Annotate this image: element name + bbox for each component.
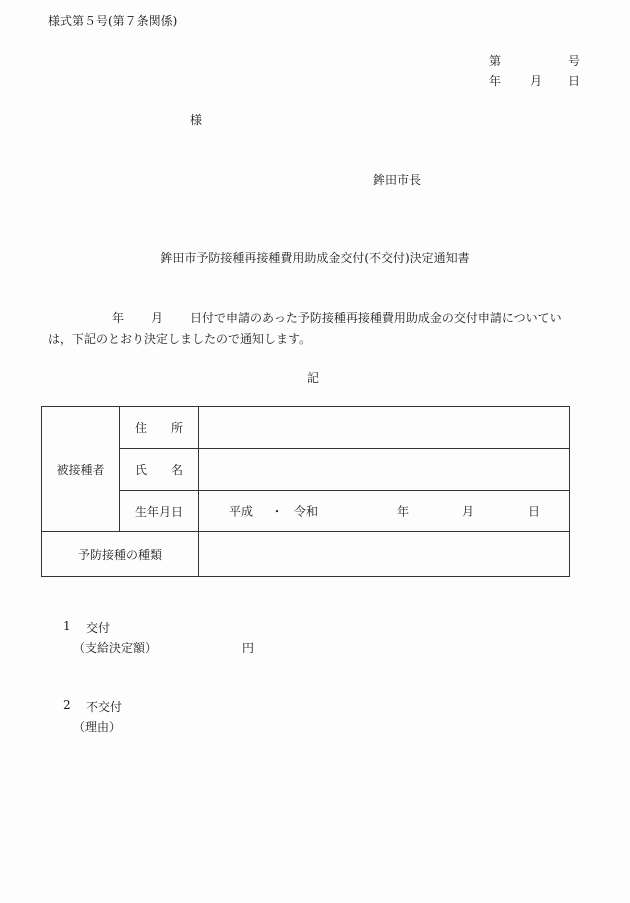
body-year: 年 <box>112 311 125 325</box>
vaccine-type-field[interactable] <box>199 532 570 577</box>
dob-month: 月 <box>462 504 475 519</box>
dob-era-reiwa: 令和 <box>294 504 319 519</box>
dob-era-separator: ・ <box>271 504 284 519</box>
addressee-honorific: 様 <box>190 113 203 127</box>
body-line-2: は，下記のとおり決定しましたので通知します。 <box>48 332 312 346</box>
sender-name: 鉾田市長 <box>373 173 422 187</box>
section-2-number: 2 <box>63 698 71 712</box>
document-number-label: 第 <box>489 54 502 68</box>
dob-day: 日 <box>528 504 541 519</box>
document-title: 鉾田市予防接種再接種費用助成金交付(不交付)決定通知書 <box>160 251 470 265</box>
address-label: 住 所 <box>120 407 199 449</box>
issue-date-day: 日 <box>568 74 581 88</box>
address-field[interactable] <box>199 407 570 449</box>
recipient-group-label: 被接種者 <box>42 407 120 532</box>
grant-amount-currency: 円 <box>242 641 255 655</box>
document-number-suffix: 号 <box>568 54 581 68</box>
issue-date-month: 月 <box>530 74 543 88</box>
ki-heading: 記 <box>307 371 320 385</box>
vaccine-type-label: 予防接種の種類 <box>42 532 199 577</box>
reason-label: （理由） <box>73 720 122 734</box>
dob-label: 生年月日 <box>120 491 199 532</box>
dob-year: 年 <box>397 504 410 519</box>
dob-field[interactable] <box>199 491 570 532</box>
section-1-title: 交付 <box>86 621 111 635</box>
issue-date-year: 年 <box>489 74 502 88</box>
body-line1-text: 日付で申請のあった予防接種再接種費用助成金の交付申請についてい <box>190 311 562 325</box>
recipient-info-table <box>41 406 570 577</box>
dob-era-heisei: 平成 <box>229 504 254 519</box>
section-1-number: 1 <box>63 619 71 633</box>
grant-amount-label: （支給決定額） <box>73 641 158 655</box>
name-field[interactable] <box>199 449 570 491</box>
section-2-title: 不交付 <box>86 700 123 714</box>
form-number: 様式第５号(第７条関係) <box>48 14 178 28</box>
name-label: 氏 名 <box>120 449 199 491</box>
body-month: 月 <box>151 311 164 325</box>
